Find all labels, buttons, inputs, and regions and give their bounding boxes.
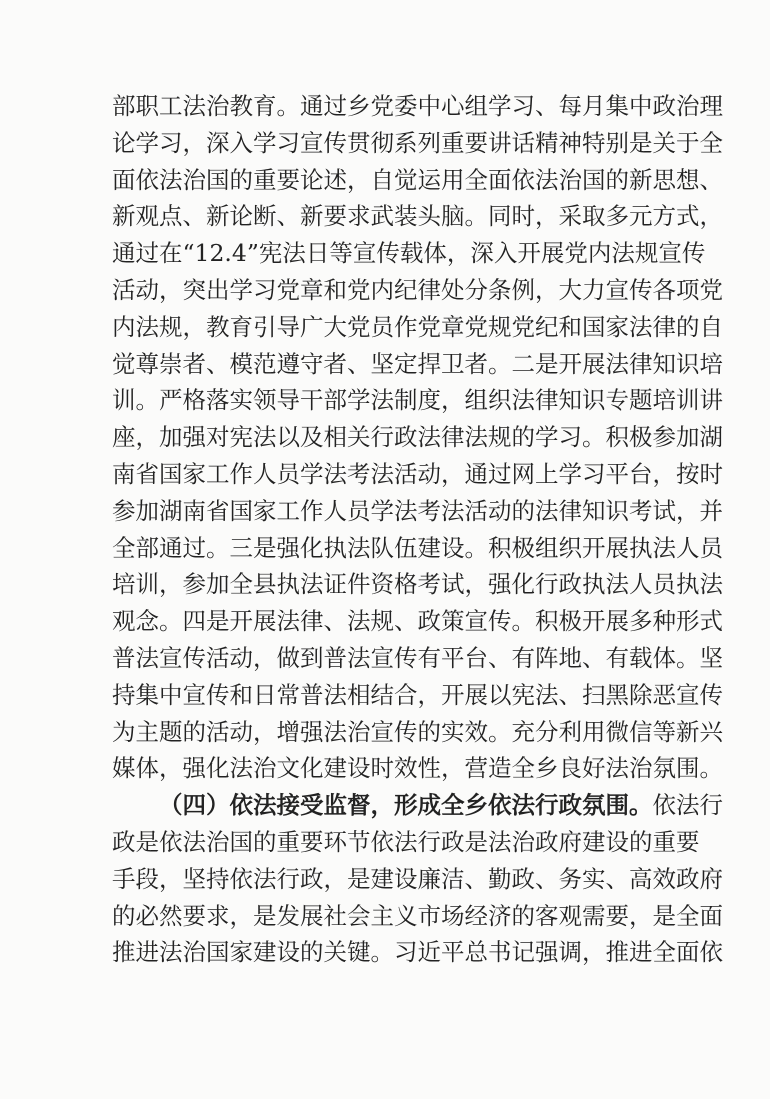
text-line: 南省国家工作人员学法考法活动，通过网上学习平台，按时 bbox=[112, 459, 723, 488]
text-line: 活动，突出学习党章和党内纪律处分条例，大力宣传各项党 bbox=[112, 275, 723, 304]
text-line: 觉尊崇者、模范遵守者、坚定捍卫者。二是开展法律知识培 bbox=[112, 349, 723, 378]
paragraph-1 bbox=[112, 88, 723, 787]
text-line: 内法规，教育引导广大党员作党章党规党纪和国家法律的自 bbox=[112, 312, 723, 341]
text-line: 的必然要求，是发展社会主义市场经济的客观需要，是全面 bbox=[112, 901, 723, 930]
text-line: 持集中宣传和日常普法相结合，开展以宪法、扫黑除恶宣传 bbox=[112, 680, 723, 709]
text-line: 推进法治国家建设的关键。习近平总书记强调，推进全面依 bbox=[112, 938, 723, 967]
body-text bbox=[112, 88, 723, 971]
text-line: 手段，坚持依法行政，是建设廉洁、勤政、务实、高效政府 bbox=[112, 864, 723, 893]
text-line: 论学习，深入学习宣传贯彻系列重要讲话精神特别是关于全 bbox=[112, 128, 723, 157]
text-line: 媒体，强化法治文化建设时效性，营造全乡良好法治氛围。 bbox=[112, 754, 723, 783]
text-line: 为主题的活动，增强法治宣传的实效。充分利用微信等新兴 bbox=[112, 717, 723, 746]
text-line: 全部通过。三是强化执法队伍建设。积极组织开展执法人员 bbox=[112, 533, 723, 562]
text-line: 通过在“12.4”宪法日等宣传载体，深入开展党内法规宣传 bbox=[112, 239, 706, 268]
text-line: 培训，参加全县执法证件资格考试，强化行政执法人员执法 bbox=[112, 570, 723, 599]
text-line: 政是依法治国的重要环节依法行政是法治政府建设的重要 bbox=[112, 827, 700, 856]
text-line: 座，加强对宪法以及相关行政法律法规的学习。积极参加湖 bbox=[112, 423, 723, 452]
text-line: 面依法治国的重要论述，自觉运用全面依法治国的新思想、 bbox=[112, 165, 723, 194]
text-line: 部职工法治教育。通过乡党委中心组学习、每月集中政治理 bbox=[112, 92, 723, 120]
section-4-first-line-text: 依法行 bbox=[652, 791, 723, 820]
text-line: 普法宣传活动，做到普法宣传有平台、有阵地、有载体。坚 bbox=[112, 643, 723, 672]
text-line: 参加湖南省国家工作人员学法考法活动的法律知识考试，并 bbox=[112, 496, 723, 525]
text-line: 新观点、新论断、新要求武装头脑。同时，采取多元方式， bbox=[112, 202, 723, 231]
section-4-heading: （四）依法接受监督，形成全乡依法行政氛围。 bbox=[159, 791, 653, 820]
text-line: 训。严格落实领导干部学法制度，组织法律知识专题培训讲 bbox=[112, 386, 723, 415]
section-4 bbox=[112, 787, 723, 971]
section-4-first-line bbox=[112, 787, 723, 824]
text-line: 观念。四是开展法律、法规、政策宣传。积极开展多种形式 bbox=[112, 607, 723, 636]
